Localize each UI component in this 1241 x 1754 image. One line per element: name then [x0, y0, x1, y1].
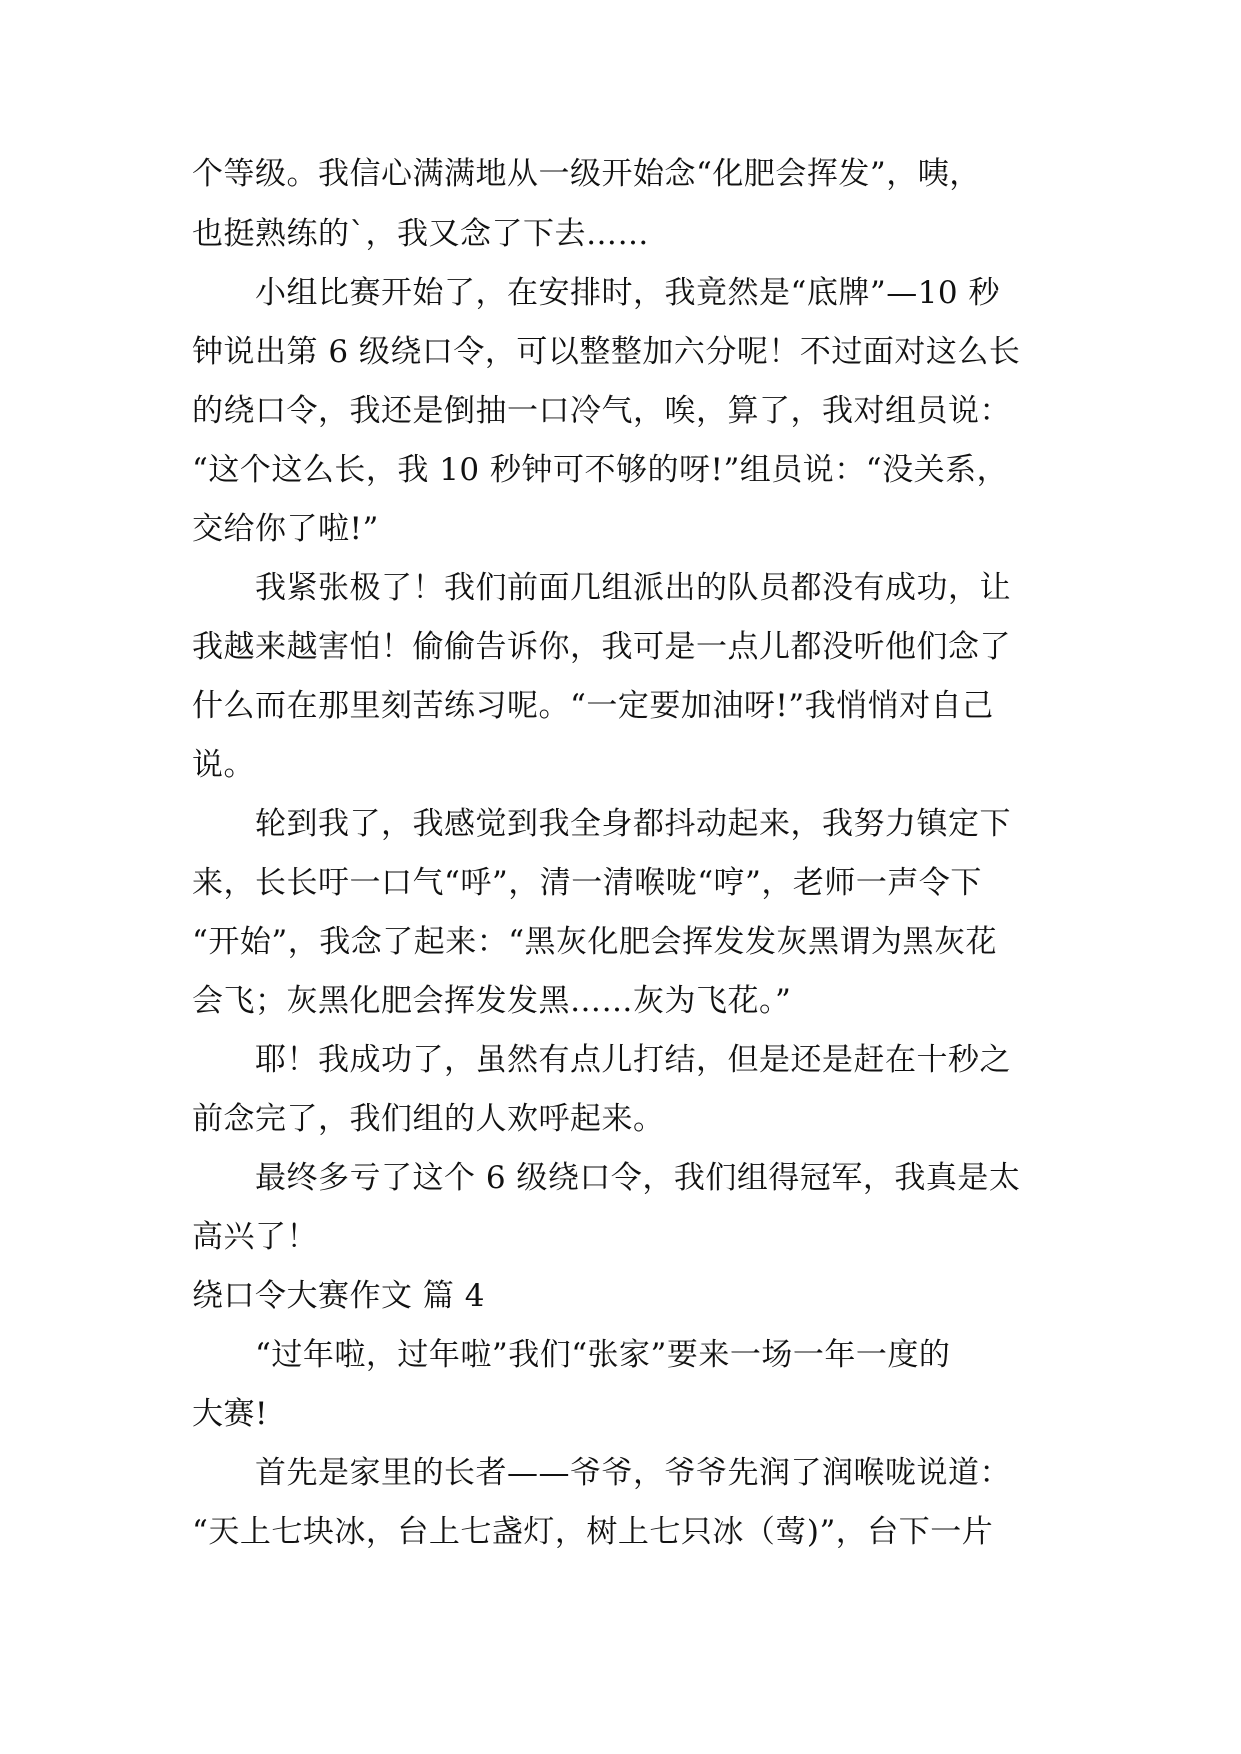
text-line: “开始”，我念了起来：“黑灰化肥会挥发发灰黑谓为黑灰花 [192, 924, 998, 960]
text-line: “天上七块冰，台上七盏灯，树上七只冰（莺)”，台下一片 [192, 1514, 994, 1550]
section-heading: 绕口令大赛作文 篇 4 [192, 1278, 485, 1314]
text-line: 也挺熟练的`，我又念了下去…… [192, 216, 649, 252]
text-line: 最终多亏了这个 6 级绕口令，我们组得冠军，我真是太 [192, 1160, 1021, 1196]
text-line: 我越来越害怕！偷偷告诉你，我可是一点儿都没听他们念了 [192, 629, 1011, 665]
text-line: 首先是家里的长者——爷爷，爷爷先润了润喉咙说道： [192, 1455, 1011, 1491]
text-line: “这个这么长，我 10 秒钟可不够的呀!”组员说：“没关系， [192, 452, 1009, 488]
text-line: 前念完了，我们组的人欢呼起来。 [192, 1101, 665, 1137]
text-line: 轮到我了，我感觉到我全身都抖动起来，我努力镇定下 [192, 806, 1011, 842]
text-line: 高兴了！ [192, 1219, 318, 1255]
text-line: 耶！我成功了，虽然有点儿打结，但是还是赶在十秒之 [192, 1042, 1011, 1078]
text-line: 的绕口令，我还是倒抽一口冷气，唉，算了，我对组员说： [192, 393, 1011, 429]
text-line: 来，长长吁一口气“呼”，清一清喉咙“哼”，老师一声令下 [192, 865, 982, 901]
text-line: 我紧张极了！我们前面几组派出的队员都没有成功，让 [192, 570, 1011, 606]
text-line: 个等级。我信心满满地从一级开始念“化肥会挥发”，咦， [192, 156, 981, 192]
text-line: 大赛! [192, 1396, 268, 1432]
text-line: 说。 [192, 747, 255, 783]
text-line: “过年啦，过年啦”我们“张家”要来一场一年一度的 [192, 1337, 951, 1373]
text-line: 钟说出第 6 级绕口令，可以整整加六分呢！不过面对这么长 [192, 334, 1021, 370]
text-line: 会飞；灰黑化肥会挥发发黑……灰为飞花。” [192, 983, 792, 1019]
text-line: 交给你了啦!” [192, 511, 379, 547]
text-line: 小组比赛开始了，在安排时，我竟然是“底牌”—10 秒 [192, 275, 1000, 311]
text-line: 什么而在那里刻苦练习呢。“一定要加油呀!”我悄悄对自己 [192, 688, 994, 724]
